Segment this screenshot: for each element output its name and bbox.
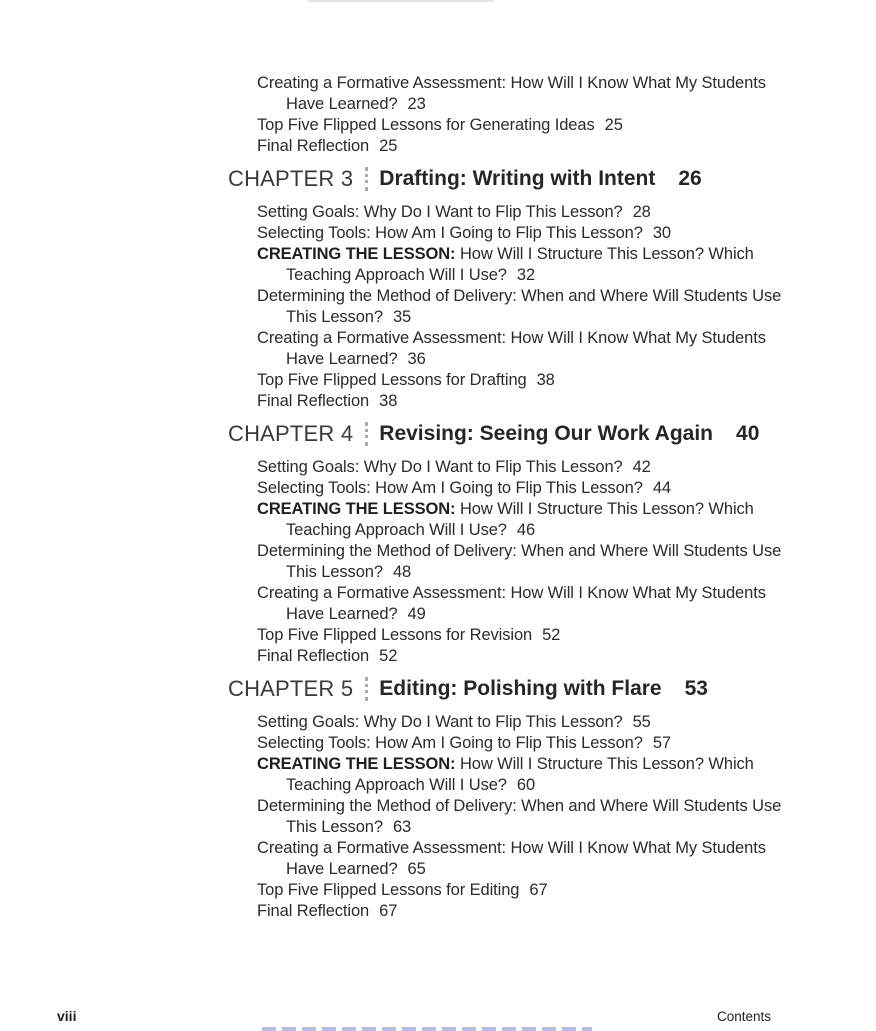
chapter-label: CHAPTER 5 xyxy=(228,676,354,701)
table-of-contents xyxy=(228,73,788,922)
entry-page-number: 48 xyxy=(392,563,412,581)
toc-entry xyxy=(257,223,788,244)
entry-title: Creating a Formative Assessment: How Will I Know What My Students Have Learned? xyxy=(257,584,766,623)
entry-bold-label: CREATING THE LESSON: xyxy=(257,500,456,518)
chapter-title: Drafting: Writing with Intent xyxy=(379,167,656,190)
chapter-title: Editing: Polishing with Flare xyxy=(379,677,662,700)
toc-entry xyxy=(257,478,788,499)
toc-entry xyxy=(257,796,788,838)
entry-title: Setting Goals: Why Do I Want to Flip This Lesson? xyxy=(257,458,623,476)
entry-page-number: 67 xyxy=(379,902,398,920)
chapter-heading xyxy=(228,672,788,706)
entry-page-number: 65 xyxy=(407,860,426,878)
entry-page-number: 38 xyxy=(536,371,555,389)
entry-title: How Will I Structure This Lesson? Which Teaching Approach Will I Use? xyxy=(286,755,754,794)
entry-title: Creating a Formative Assessment: How Will I Know What My Students Have Learned? xyxy=(257,839,766,878)
entry-page-number: 52 xyxy=(379,647,398,665)
toc-entry xyxy=(257,370,788,391)
entry-title: Final Reflection xyxy=(257,137,370,155)
entry-title: Selecting Tools: How Am I Going to Flip This Lesson? xyxy=(257,224,643,242)
entry-title: Final Reflection xyxy=(257,392,370,410)
entry-page-number: 23 xyxy=(407,95,426,113)
entry-title: Selecting Tools: How Am I Going to Flip This Lesson? xyxy=(257,734,643,752)
toc-entry xyxy=(257,880,788,901)
page-number: viii xyxy=(57,1008,77,1024)
entry-title: Final Reflection xyxy=(257,647,370,665)
entry-page-number: 44 xyxy=(652,479,671,497)
entry-page-number: 25 xyxy=(604,116,623,134)
entry-page-number: 57 xyxy=(652,734,671,752)
toc-entry xyxy=(257,754,788,796)
chapter-page-number: 53 xyxy=(684,677,708,700)
chapter-heading xyxy=(228,417,788,451)
entry-bold-label: CREATING THE LESSON: xyxy=(257,245,456,263)
entry-page-number: 67 xyxy=(529,881,548,899)
entry-bold-label: CREATING THE LESSON: xyxy=(257,755,456,773)
chapter-label: CHAPTER 3 xyxy=(228,166,354,191)
toc-entry xyxy=(257,286,788,328)
entry-title: Final Reflection xyxy=(257,902,370,920)
entry-page-number: 63 xyxy=(392,818,412,836)
entry-title: Creating a Formative Assessment: How Will I Know What My Students Have Learned? xyxy=(257,74,766,113)
toc-entry xyxy=(257,712,788,733)
toc-entry xyxy=(257,733,788,754)
chapter-divider xyxy=(365,422,368,446)
entry-page-number: 35 xyxy=(392,308,412,326)
entry-page-number: 36 xyxy=(407,350,426,368)
entry-title: Selecting Tools: How Am I Going to Flip This Lesson? xyxy=(257,479,643,497)
entry-page-number: 60 xyxy=(516,776,536,794)
chapter-page-number: 40 xyxy=(736,422,760,445)
chapter-title: Revising: Seeing Our Work Again xyxy=(379,422,714,445)
toc-entry xyxy=(257,499,788,541)
entry-title: Top Five Flipped Lessons for Revision xyxy=(257,626,533,644)
toc-entry xyxy=(257,244,788,286)
entry-page-number: 52 xyxy=(542,626,561,644)
running-head: Contents xyxy=(716,1009,771,1024)
toc-entry xyxy=(257,115,788,136)
chapter-label: CHAPTER 4 xyxy=(228,421,354,446)
toc-entry xyxy=(257,457,788,478)
top-edge-rule xyxy=(308,0,494,2)
toc-entry xyxy=(257,328,788,370)
next-page-bleed xyxy=(262,1027,592,1031)
toc-entry xyxy=(257,391,788,412)
entry-title: Top Five Flipped Lessons for Drafting xyxy=(257,371,527,389)
chapter-heading xyxy=(228,162,788,196)
entry-title: How Will I Structure This Lesson? Which Teaching Approach Will I Use? xyxy=(286,245,754,284)
entry-title: Setting Goals: Why Do I Want to Flip This Lesson? xyxy=(257,203,623,221)
entry-title: Setting Goals: Why Do I Want to Flip This Lesson? xyxy=(257,713,623,731)
entry-title: Creating a Formative Assessment: How Will I Know What My Students Have Learned? xyxy=(257,329,766,368)
chapter-divider xyxy=(365,167,368,191)
entry-title: How Will I Structure This Lesson? Which Teaching Approach Will I Use? xyxy=(286,500,754,539)
entry-page-number: 49 xyxy=(407,605,426,623)
entry-page-number: 38 xyxy=(379,392,398,410)
toc-entry xyxy=(257,901,788,922)
toc-entry xyxy=(257,73,788,115)
toc-entry xyxy=(257,646,788,667)
chapter-divider xyxy=(365,677,368,701)
toc-entry xyxy=(257,202,788,223)
toc-entry xyxy=(257,136,788,157)
entry-page-number: 46 xyxy=(516,521,536,539)
chapter-page-number: 26 xyxy=(678,167,702,190)
entry-title: Top Five Flipped Lessons for Generating Ideas xyxy=(257,116,595,134)
toc-entry xyxy=(257,625,788,646)
entry-title: Determining the Method of Delivery: When and Where Will Students Use This Lesson? xyxy=(257,287,782,326)
entry-page-number: 28 xyxy=(632,203,651,221)
entry-page-number: 30 xyxy=(652,224,671,242)
entry-title: Determining the Method of Delivery: When and Where Will Students Use This Lesson? xyxy=(257,542,782,581)
toc-entry xyxy=(257,583,788,625)
entry-title: Top Five Flipped Lessons for Editing xyxy=(257,881,520,899)
entry-page-number: 32 xyxy=(516,266,536,284)
entry-page-number: 55 xyxy=(632,713,651,731)
toc-entry xyxy=(257,838,788,880)
toc-entry xyxy=(257,541,788,583)
entry-page-number: 25 xyxy=(379,137,398,155)
entry-page-number: 42 xyxy=(632,458,651,476)
entry-title: Determining the Method of Delivery: When and Where Will Students Use This Lesson? xyxy=(257,797,782,836)
